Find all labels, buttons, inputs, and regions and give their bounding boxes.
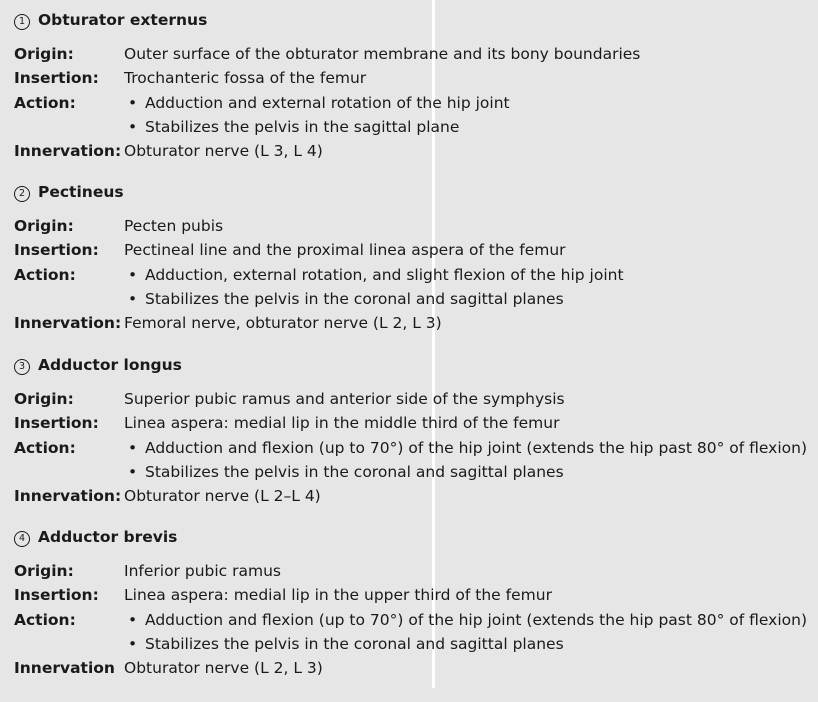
innervation-label: Innervation:	[14, 314, 122, 333]
action-row-continued	[14, 632, 814, 656]
action-item: Adduction and flexion (up to 70°) of the hip joint (extends the hip past 80° of flexion)	[145, 438, 807, 457]
innervation-value: Obturator nerve (L 2–L 4)	[124, 487, 321, 506]
innervation-label: Innervation:	[14, 487, 122, 506]
innervation-value: Obturator nerve (L 3, L 4)	[124, 142, 323, 161]
action-item: Adduction and external rotation of the hip joint	[145, 93, 510, 112]
origin-value: Inferior pubic ramus	[124, 562, 281, 580]
action-item: Stabilizes the pelvis in the coronal and sagittal planes	[145, 289, 564, 308]
action-label: Action:	[14, 438, 76, 457]
section-title: Pectineus	[38, 183, 124, 201]
insertion-value: Linea aspera: medial lip in the middle third of the femur	[124, 414, 560, 433]
bullet-icon: •	[128, 93, 138, 112]
origin-row	[14, 42, 814, 66]
insertion-label: Insertion:	[14, 241, 99, 260]
insertion-label: Insertion:	[14, 414, 99, 433]
muscle-section-pectineus	[14, 182, 814, 335]
origin-label: Origin:	[14, 217, 74, 235]
bullet-icon: •	[128, 462, 138, 481]
bullet-icon: •	[128, 289, 138, 308]
action-item: Stabilizes the pelvis in the coronal and sagittal planes	[145, 462, 564, 481]
origin-label: Origin:	[14, 390, 74, 408]
action-item: Stabilizes the pelvis in the sagittal plane	[145, 117, 460, 136]
action-item: Adduction, external rotation, and slight flexion of the hip joint	[145, 265, 624, 284]
origin-value: Outer surface of the obturator membrane and its bony boundaries	[124, 45, 641, 63]
insertion-row	[14, 411, 814, 435]
bullet-icon: •	[128, 117, 138, 136]
action-label: Action:	[14, 93, 76, 112]
number-badge-icon: 4	[14, 531, 30, 547]
insertion-label: Insertion:	[14, 586, 99, 605]
bullet-icon: •	[128, 438, 138, 457]
action-row-continued	[14, 115, 814, 139]
bullet-icon: •	[128, 610, 138, 629]
section-heading	[14, 527, 814, 547]
section-title: Adductor longus	[38, 356, 182, 374]
section-heading	[14, 355, 814, 375]
number-badge-icon: 3	[14, 359, 30, 375]
bullet-icon: •	[128, 265, 138, 284]
action-row	[14, 91, 814, 115]
number-badge-icon: 2	[14, 186, 30, 202]
origin-label: Origin:	[14, 562, 74, 580]
origin-row	[14, 387, 814, 411]
section-heading	[14, 182, 814, 202]
origin-row	[14, 214, 814, 238]
insertion-row	[14, 583, 814, 607]
innervation-row	[14, 656, 814, 680]
origin-label: Origin:	[14, 45, 74, 63]
muscle-section-obturator-externus	[14, 10, 814, 163]
innervation-row	[14, 484, 814, 508]
muscle-section-adductor-longus	[14, 355, 814, 508]
innervation-label: Innervation	[14, 659, 115, 678]
action-row-continued	[14, 287, 814, 311]
action-row	[14, 263, 814, 287]
action-item: Adduction and flexion (up to 70°) of the hip joint (extends the hip past 80° of flexion)	[145, 610, 807, 629]
origin-value: Superior pubic ramus and anterior side of the symphysis	[124, 390, 565, 408]
innervation-value: Femoral nerve, obturator nerve (L 2, L 3)	[124, 314, 442, 333]
action-row	[14, 608, 814, 632]
insertion-label: Insertion:	[14, 69, 99, 88]
action-row	[14, 436, 814, 460]
insertion-value: Linea aspera: medial lip in the upper third of the femur	[124, 586, 552, 605]
section-title: Obturator externus	[38, 11, 208, 29]
origin-row	[14, 559, 814, 583]
section-heading	[14, 10, 814, 30]
action-label: Action:	[14, 610, 76, 629]
insertion-value: Pectineal line and the proximal linea aspera of the femur	[124, 241, 566, 260]
innervation-row	[14, 311, 814, 335]
section-title: Adductor brevis	[38, 528, 178, 546]
insertion-row	[14, 66, 814, 90]
insertion-row	[14, 238, 814, 262]
action-item: Stabilizes the pelvis in the coronal and sagittal planes	[145, 634, 564, 653]
muscle-section-adductor-brevis	[14, 527, 814, 680]
number-badge-icon: 1	[14, 14, 30, 30]
bullet-icon: •	[128, 634, 138, 653]
origin-value: Pecten pubis	[124, 217, 224, 235]
innervation-value: Obturator nerve (L 2, L 3)	[124, 659, 323, 678]
innervation-row	[14, 139, 814, 163]
action-row-continued	[14, 460, 814, 484]
innervation-label: Innervation:	[14, 142, 122, 161]
action-label: Action:	[14, 265, 76, 284]
insertion-value: Trochanteric fossa of the femur	[124, 69, 367, 88]
